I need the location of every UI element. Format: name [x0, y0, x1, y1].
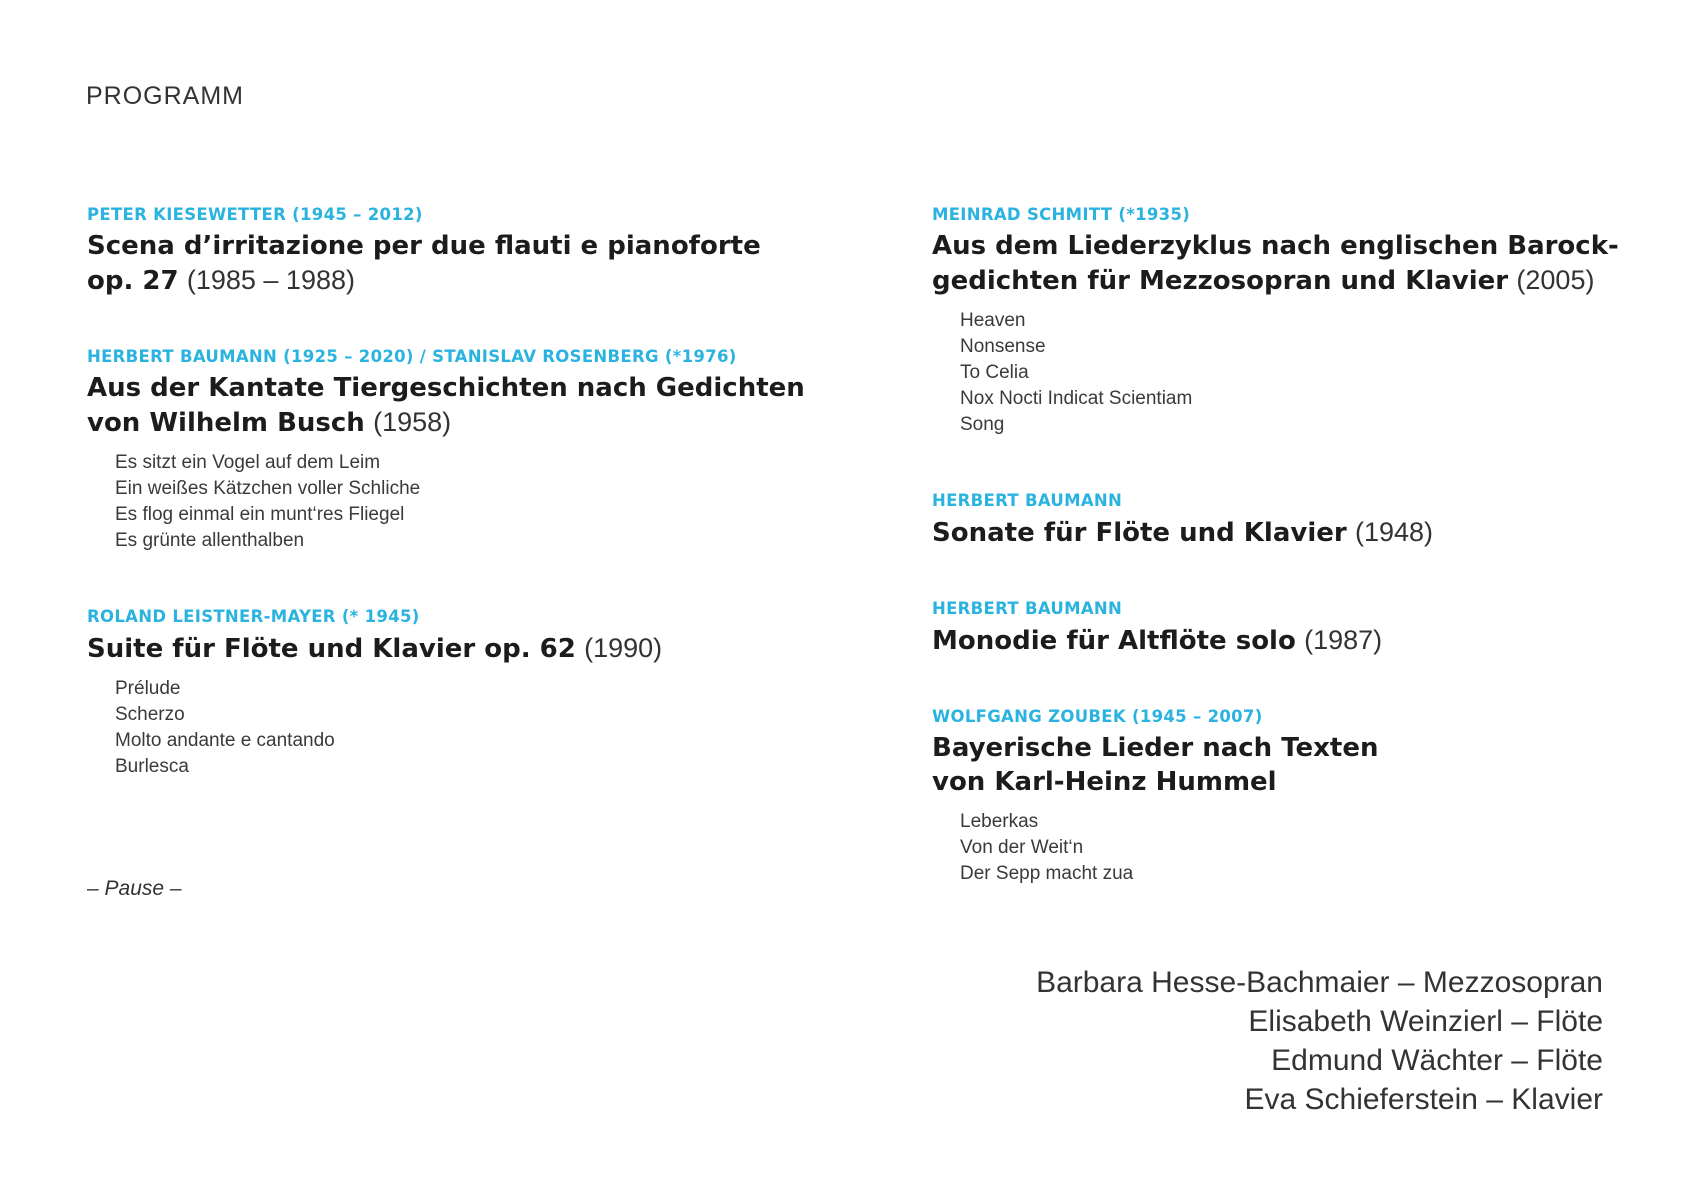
movement-item: Es sitzt ein Vogel auf dem Leim	[115, 452, 381, 473]
movement-item: Heaven	[960, 310, 1026, 331]
program-column-right	[932, 204, 1632, 887]
composer-name: HERBERT BAUMANN (1925 – 2020) / STANISLAV ROSENBERG (*1976)	[87, 347, 737, 366]
piece-year: (1985 – 1988)	[186, 265, 355, 295]
piece-title-line: von Karl-Heinz Hummel	[932, 767, 1277, 797]
movement-item: Burlesca	[115, 756, 189, 777]
program-piece	[87, 606, 807, 780]
composer-name: HERBERT BAUMANN	[932, 599, 1123, 618]
piece-title-line: Scena d’irritazione per due flauti e pianoforte	[87, 231, 761, 261]
piece-title-line: Sonate für Flöte und Klavier	[932, 518, 1347, 548]
piece-year: (1990)	[584, 633, 663, 663]
piece-title	[932, 731, 1632, 799]
composer-name: MEINRAD SCHMITT (*1935)	[932, 205, 1191, 224]
piece-title	[932, 515, 1632, 550]
piece-year: (1987)	[1304, 625, 1383, 655]
performer-item: Edmund Wächter – Flöte	[1271, 1044, 1603, 1077]
movement-item: To Celia	[960, 362, 1029, 383]
composer-name: ROLAND LEISTNER-MAYER (* 1945)	[87, 607, 420, 626]
piece-title-line: Aus dem Liederzyklus nach englischen Barock-	[932, 231, 1619, 261]
performer-item: Elisabeth Weinzierl – Flöte	[1248, 1005, 1603, 1038]
movement-item: Ein weißes Kätzchen voller Schliche	[115, 478, 421, 499]
program-piece	[87, 204, 807, 298]
piece-title-line: Aus der Kantate Tiergeschichten nach Gedichten	[87, 373, 805, 403]
piece-title-line: gedichten für Mezzosopran und Klavier	[932, 266, 1509, 296]
movement-item: Song	[960, 414, 1005, 435]
movement-list	[960, 308, 1632, 438]
piece-year: (1948)	[1354, 517, 1434, 547]
piece-title-line: Monodie für Altflöte solo	[932, 626, 1296, 656]
piece-year: (1958)	[373, 407, 452, 437]
movement-item: Der Sepp macht zua	[960, 863, 1134, 884]
movement-item: Scherzo	[115, 704, 185, 725]
performer-item: Eva Schieferstein – Klavier	[1244, 1083, 1603, 1116]
piece-title	[87, 229, 807, 298]
movement-item: Es flog einmal ein munt‘res Fliegel	[115, 504, 405, 525]
movement-item: Nox Nocti Indicat Scientiam	[960, 388, 1193, 409]
movement-item: Leberkas	[960, 811, 1039, 832]
piece-title	[932, 623, 1632, 658]
program-column-left	[87, 204, 807, 780]
program-piece	[87, 346, 807, 554]
composer-name: WOLFGANG ZOUBEK (1945 – 2007)	[932, 707, 1263, 726]
composer-name: HERBERT BAUMANN	[932, 491, 1123, 510]
movement-item: Molto andante e cantando	[115, 730, 335, 751]
piece-title	[87, 371, 807, 440]
page-title: PROGRAMM	[86, 82, 244, 110]
performer-item: Barbara Hesse-Bachmaier – Mezzosopran	[1036, 966, 1603, 999]
piece-title-line: Bayerische Lieder nach Texten	[932, 733, 1379, 763]
movement-list	[115, 450, 807, 554]
piece-title	[87, 631, 807, 666]
piece-title-line: op. 27	[87, 266, 179, 296]
intermission-note: – Pause –	[87, 877, 182, 900]
movement-item: Nonsense	[960, 336, 1046, 357]
piece-title-line: Suite für Flöte und Klavier op. 62	[87, 634, 576, 664]
piece-year: (2005)	[1516, 265, 1595, 295]
performer-list	[1036, 963, 1603, 1119]
program-piece	[932, 706, 1632, 887]
movement-list	[960, 809, 1632, 887]
composer-name: PETER KIESEWETTER (1945 – 2012)	[87, 205, 423, 224]
movement-item: Prélude	[115, 678, 181, 699]
piece-title-line: von Wilhelm Busch	[87, 408, 365, 438]
movement-item: Von der Weit‘n	[960, 837, 1084, 858]
program-piece	[932, 490, 1632, 550]
movement-item: Es grünte allenthalben	[115, 530, 305, 551]
piece-title	[932, 229, 1632, 298]
program-piece	[932, 204, 1632, 438]
program-piece	[932, 598, 1632, 658]
movement-list	[115, 676, 807, 780]
